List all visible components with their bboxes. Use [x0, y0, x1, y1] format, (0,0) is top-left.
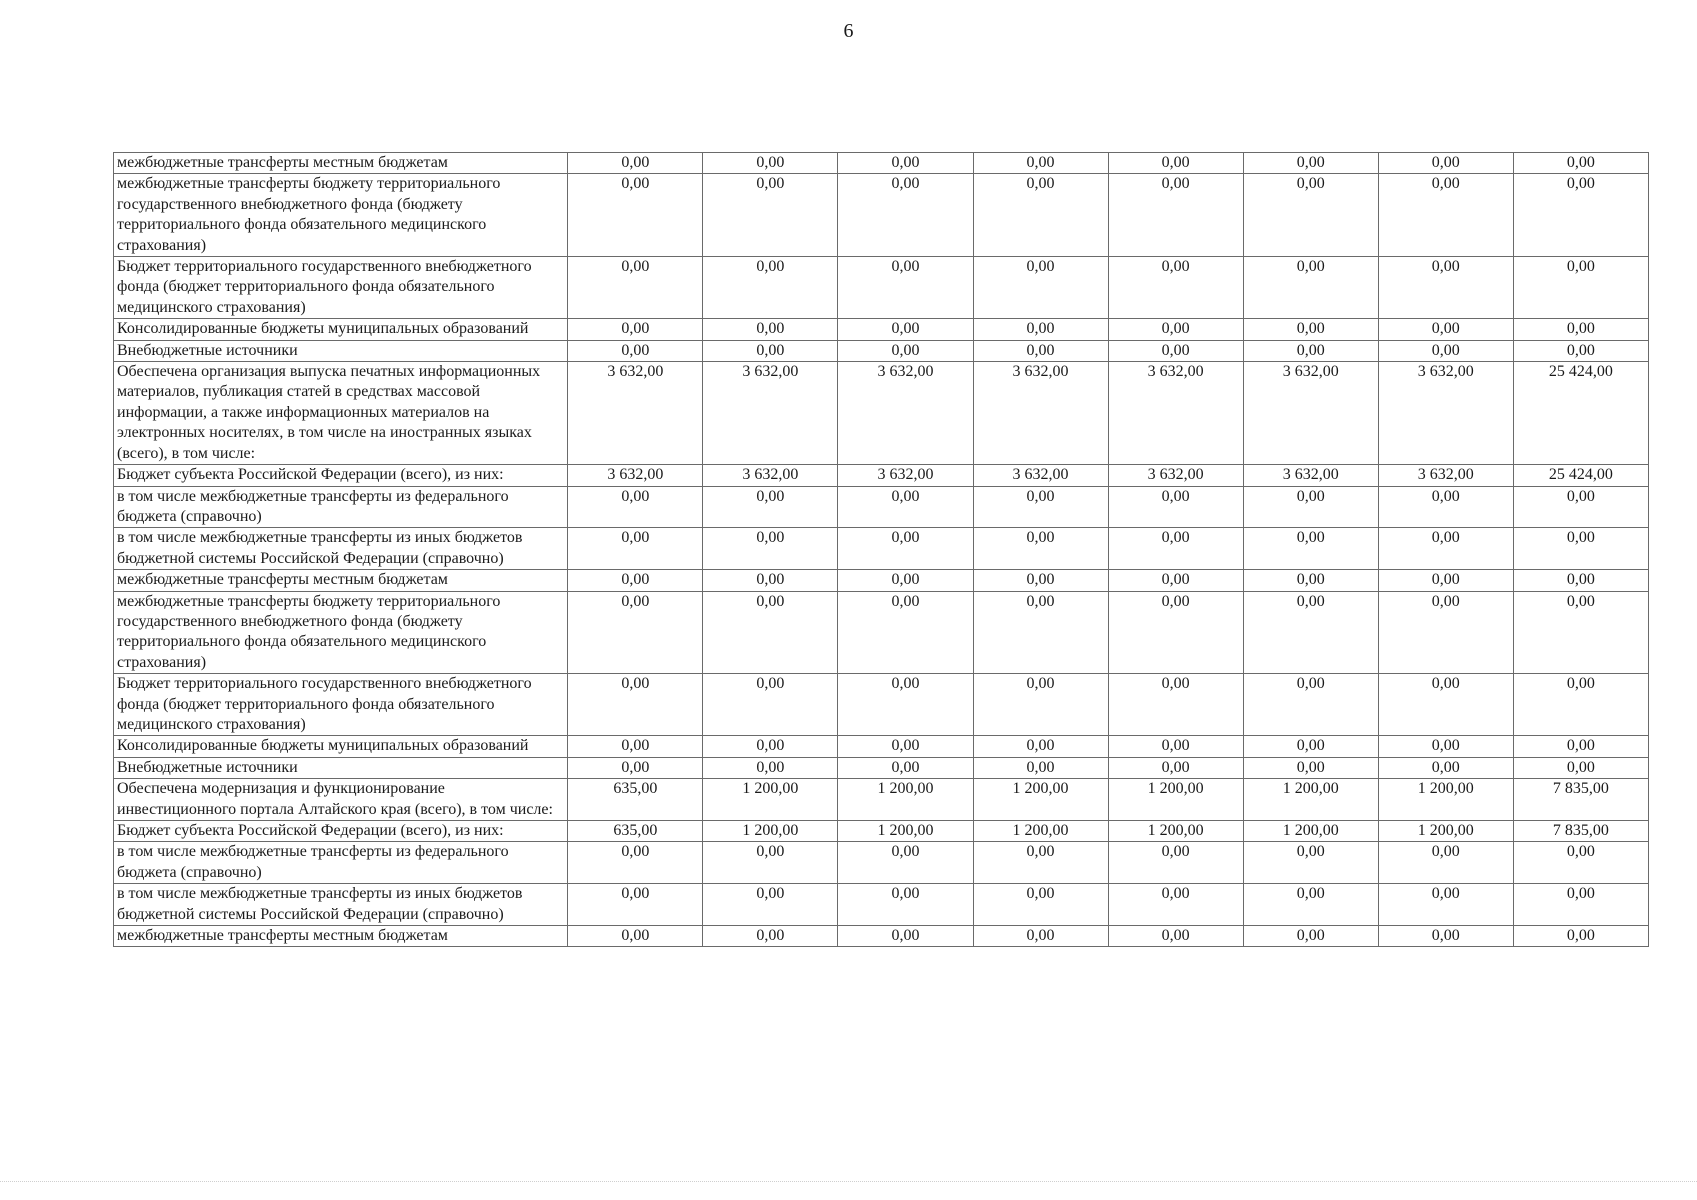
value-cell: 3 632,00	[1378, 465, 1513, 486]
value-cell: 0,00	[1243, 842, 1378, 884]
value-cell: 0,00	[1513, 926, 1648, 947]
value-cell: 0,00	[1513, 528, 1648, 570]
value-cell: 0,00	[1378, 591, 1513, 674]
value-cell: 3 632,00	[973, 362, 1108, 465]
value-cell: 0,00	[838, 926, 973, 947]
value-cell: 0,00	[568, 319, 703, 340]
value-cell: 3 632,00	[568, 362, 703, 465]
row-label: межбюджетные трансферты местным бюджетам	[114, 153, 568, 174]
value-cell: 0,00	[703, 486, 838, 528]
value-cell: 0,00	[1108, 570, 1243, 591]
table-row	[114, 486, 1649, 528]
value-cell: 0,00	[703, 528, 838, 570]
value-cell: 0,00	[1378, 486, 1513, 528]
row-label: Консолидированные бюджеты муниципальных образований	[114, 736, 568, 757]
value-cell: 635,00	[568, 779, 703, 821]
value-cell: 0,00	[838, 340, 973, 361]
value-cell: 0,00	[703, 674, 838, 736]
value-cell: 0,00	[1378, 926, 1513, 947]
value-cell: 0,00	[1243, 340, 1378, 361]
row-label: Обеспечена организация выпуска печатных информационных материалов, публикация статей в средствах массовой информации, а также информационных материалов на электронных носителях, в том числе на иностранных языках (всего), в том числе:	[114, 362, 568, 465]
value-cell: 0,00	[703, 257, 838, 319]
table-row	[114, 362, 1649, 465]
value-cell: 0,00	[703, 319, 838, 340]
value-cell: 0,00	[1108, 340, 1243, 361]
value-cell: 0,00	[1378, 757, 1513, 778]
value-cell: 0,00	[838, 570, 973, 591]
value-cell: 0,00	[1513, 591, 1648, 674]
value-cell: 0,00	[1513, 674, 1648, 736]
value-cell: 0,00	[1513, 257, 1648, 319]
value-cell: 0,00	[1108, 884, 1243, 926]
value-cell: 0,00	[838, 174, 973, 257]
value-cell: 0,00	[1378, 842, 1513, 884]
value-cell: 0,00	[1378, 340, 1513, 361]
value-cell: 0,00	[1108, 319, 1243, 340]
row-label: межбюджетные трансферты местным бюджетам	[114, 926, 568, 947]
value-cell: 0,00	[1108, 528, 1243, 570]
table-row	[114, 591, 1649, 674]
value-cell: 0,00	[1378, 319, 1513, 340]
row-label: Внебюджетные источники	[114, 757, 568, 778]
value-cell: 0,00	[1108, 153, 1243, 174]
value-cell: 1 200,00	[703, 779, 838, 821]
row-label: Бюджет субъекта Российской Федерации (всего), из них:	[114, 465, 568, 486]
value-cell: 0,00	[568, 174, 703, 257]
value-cell: 0,00	[1378, 570, 1513, 591]
value-cell: 0,00	[1243, 570, 1378, 591]
value-cell: 0,00	[1378, 884, 1513, 926]
value-cell: 0,00	[973, 153, 1108, 174]
value-cell: 0,00	[1513, 319, 1648, 340]
value-cell: 0,00	[568, 528, 703, 570]
value-cell: 1 200,00	[1378, 779, 1513, 821]
row-label: в том числе межбюджетные трансферты из федерального бюджета (справочно)	[114, 842, 568, 884]
value-cell: 0,00	[1243, 591, 1378, 674]
value-cell: 0,00	[1108, 757, 1243, 778]
value-cell: 0,00	[703, 340, 838, 361]
value-cell: 635,00	[568, 821, 703, 842]
value-cell: 3 632,00	[1108, 465, 1243, 486]
value-cell: 0,00	[703, 153, 838, 174]
value-cell: 0,00	[1108, 926, 1243, 947]
value-cell: 0,00	[1108, 591, 1243, 674]
value-cell: 0,00	[973, 528, 1108, 570]
value-cell: 0,00	[1243, 257, 1378, 319]
value-cell: 0,00	[568, 884, 703, 926]
value-cell: 3 632,00	[703, 362, 838, 465]
value-cell: 0,00	[568, 926, 703, 947]
row-label: Бюджет территориального государственного внебюджетного фонда (бюджет территориального фонда обязательного медицинского страхования)	[114, 674, 568, 736]
table-row	[114, 153, 1649, 174]
row-label: Бюджет субъекта Российской Федерации (всего), из них:	[114, 821, 568, 842]
table-row	[114, 736, 1649, 757]
value-cell: 1 200,00	[1108, 779, 1243, 821]
value-cell: 0,00	[1108, 257, 1243, 319]
value-cell: 0,00	[1378, 174, 1513, 257]
value-cell: 0,00	[973, 319, 1108, 340]
value-cell: 1 200,00	[1108, 821, 1243, 842]
value-cell: 0,00	[973, 926, 1108, 947]
table-row	[114, 757, 1649, 778]
row-label: в том числе межбюджетные трансферты из федерального бюджета (справочно)	[114, 486, 568, 528]
value-cell: 7 835,00	[1513, 821, 1648, 842]
value-cell: 1 200,00	[1378, 821, 1513, 842]
value-cell: 0,00	[1243, 736, 1378, 757]
value-cell: 3 632,00	[568, 465, 703, 486]
value-cell: 1 200,00	[1243, 821, 1378, 842]
value-cell: 0,00	[1513, 174, 1648, 257]
value-cell: 0,00	[568, 674, 703, 736]
row-label: межбюджетные трансферты бюджету территориального государственного внебюджетного фонда (бюджету территориального фонда обязательного медицинского страхования)	[114, 174, 568, 257]
value-cell: 3 632,00	[1378, 362, 1513, 465]
value-cell: 0,00	[973, 340, 1108, 361]
row-label: Бюджет территориального государственного внебюджетного фонда (бюджет территориального фонда обязательного медицинского страхования)	[114, 257, 568, 319]
value-cell: 3 632,00	[1108, 362, 1243, 465]
row-label: в том числе межбюджетные трансферты из иных бюджетов бюджетной системы Российской Федерации (справочно)	[114, 884, 568, 926]
value-cell: 0,00	[568, 340, 703, 361]
value-cell: 0,00	[838, 842, 973, 884]
value-cell: 0,00	[1243, 674, 1378, 736]
value-cell: 0,00	[838, 884, 973, 926]
value-cell: 0,00	[838, 591, 973, 674]
value-cell: 0,00	[838, 528, 973, 570]
value-cell: 0,00	[838, 674, 973, 736]
value-cell: 0,00	[703, 174, 838, 257]
table-row	[114, 779, 1649, 821]
table-row	[114, 174, 1649, 257]
value-cell: 0,00	[1243, 174, 1378, 257]
value-cell: 0,00	[973, 884, 1108, 926]
value-cell: 7 835,00	[1513, 779, 1648, 821]
value-cell: 0,00	[1513, 842, 1648, 884]
table-row	[114, 465, 1649, 486]
value-cell: 0,00	[1513, 340, 1648, 361]
value-cell: 0,00	[973, 257, 1108, 319]
value-cell: 0,00	[1108, 736, 1243, 757]
table-row	[114, 821, 1649, 842]
row-label: Внебюджетные источники	[114, 340, 568, 361]
value-cell: 0,00	[1243, 153, 1378, 174]
value-cell: 0,00	[1513, 884, 1648, 926]
value-cell: 0,00	[1108, 674, 1243, 736]
table-row	[114, 842, 1649, 884]
value-cell: 1 200,00	[973, 779, 1108, 821]
value-cell: 1 200,00	[1243, 779, 1378, 821]
value-cell: 0,00	[568, 257, 703, 319]
value-cell: 0,00	[1513, 153, 1648, 174]
value-cell: 0,00	[568, 591, 703, 674]
row-label: Обеспечена модернизация и функционирование инвестиционного портала Алтайского края (всего), в том числе:	[114, 779, 568, 821]
value-cell: 0,00	[973, 736, 1108, 757]
scan-artifact-line	[0, 1181, 1697, 1182]
value-cell: 0,00	[1108, 174, 1243, 257]
value-cell: 0,00	[1513, 757, 1648, 778]
table-row	[114, 257, 1649, 319]
table-row	[114, 926, 1649, 947]
value-cell: 0,00	[703, 842, 838, 884]
row-label: в том числе межбюджетные трансферты из иных бюджетов бюджетной системы Российской Федерации (справочно)	[114, 528, 568, 570]
value-cell: 0,00	[1243, 319, 1378, 340]
value-cell: 0,00	[1513, 736, 1648, 757]
value-cell: 0,00	[973, 591, 1108, 674]
value-cell: 0,00	[568, 757, 703, 778]
value-cell: 0,00	[838, 153, 973, 174]
value-cell: 0,00	[1513, 486, 1648, 528]
row-label: Консолидированные бюджеты муниципальных образований	[114, 319, 568, 340]
value-cell: 3 632,00	[838, 465, 973, 486]
table-row	[114, 528, 1649, 570]
value-cell: 0,00	[568, 842, 703, 884]
value-cell: 0,00	[703, 570, 838, 591]
table-row	[114, 319, 1649, 340]
value-cell: 0,00	[703, 591, 838, 674]
value-cell: 0,00	[838, 736, 973, 757]
value-cell: 0,00	[838, 319, 973, 340]
table-row	[114, 674, 1649, 736]
value-cell: 0,00	[973, 570, 1108, 591]
value-cell: 3 632,00	[703, 465, 838, 486]
value-cell: 0,00	[973, 486, 1108, 528]
value-cell: 25 424,00	[1513, 465, 1648, 486]
value-cell: 1 200,00	[838, 779, 973, 821]
table-row	[114, 884, 1649, 926]
value-cell: 0,00	[1378, 257, 1513, 319]
value-cell: 0,00	[973, 674, 1108, 736]
value-cell: 0,00	[568, 570, 703, 591]
value-cell: 0,00	[838, 486, 973, 528]
value-cell: 0,00	[1243, 884, 1378, 926]
value-cell: 0,00	[973, 757, 1108, 778]
value-cell: 25 424,00	[1513, 362, 1648, 465]
value-cell: 0,00	[1378, 153, 1513, 174]
value-cell: 0,00	[568, 486, 703, 528]
value-cell: 0,00	[973, 842, 1108, 884]
value-cell: 0,00	[703, 884, 838, 926]
value-cell: 0,00	[1108, 842, 1243, 884]
value-cell: 0,00	[838, 757, 973, 778]
value-cell: 1 200,00	[703, 821, 838, 842]
value-cell: 3 632,00	[1243, 362, 1378, 465]
table-body	[114, 153, 1649, 947]
value-cell: 0,00	[703, 926, 838, 947]
table-row	[114, 340, 1649, 361]
value-cell: 0,00	[973, 174, 1108, 257]
budget-table	[113, 152, 1649, 947]
value-cell: 1 200,00	[838, 821, 973, 842]
value-cell: 0,00	[568, 736, 703, 757]
page-number: 6	[843, 20, 854, 42]
value-cell: 0,00	[1243, 757, 1378, 778]
value-cell: 0,00	[703, 736, 838, 757]
table-row	[114, 570, 1649, 591]
value-cell: 0,00	[838, 257, 973, 319]
value-cell: 0,00	[1378, 674, 1513, 736]
value-cell: 3 632,00	[1243, 465, 1378, 486]
value-cell: 0,00	[1243, 486, 1378, 528]
value-cell: 0,00	[1243, 528, 1378, 570]
value-cell: 0,00	[703, 757, 838, 778]
value-cell: 0,00	[1378, 736, 1513, 757]
value-cell: 0,00	[1513, 570, 1648, 591]
value-cell: 1 200,00	[973, 821, 1108, 842]
value-cell: 3 632,00	[838, 362, 973, 465]
row-label: межбюджетные трансферты бюджету территориального государственного внебюджетного фонда (бюджету территориального фонда обязательного медицинского страхования)	[114, 591, 568, 674]
value-cell: 0,00	[1108, 486, 1243, 528]
value-cell: 0,00	[1378, 528, 1513, 570]
row-label: межбюджетные трансферты местным бюджетам	[114, 570, 568, 591]
value-cell: 0,00	[568, 153, 703, 174]
value-cell: 0,00	[1243, 926, 1378, 947]
value-cell: 3 632,00	[973, 465, 1108, 486]
